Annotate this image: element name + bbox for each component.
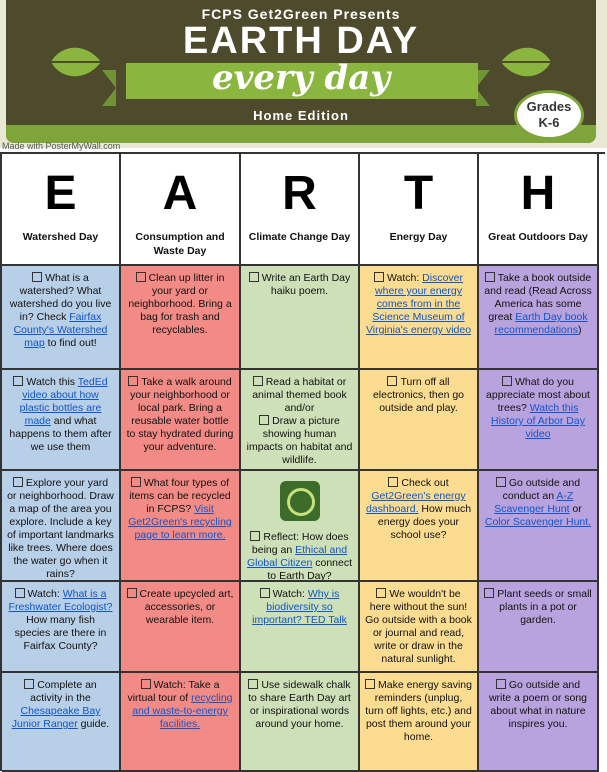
checkbox-icon[interactable] [136,272,146,282]
column-day-name: Great Outdoors Day [488,231,588,243]
activity-link[interactable]: Ethical and Global Citizen [246,544,348,569]
checkbox-icon[interactable] [15,588,25,598]
activity-link[interactable]: Discover where your energy comes from in the Science Museum of Virginia's energy video [365,272,472,336]
grades-label: Grades [526,99,572,114]
activity-text: Watch: [272,588,308,600]
activity-cell [241,673,360,772]
checkbox-icon[interactable] [388,477,398,487]
activity-link[interactable]: recycling and waste-to-energy facilities. [132,692,233,730]
checkbox-icon[interactable] [260,588,270,598]
activity-cell [121,673,241,772]
globe-icon [287,488,315,516]
poster-title: EARTH DAY [182,20,420,62]
activity-text: Create upcycled art, accessories, or wearable item. [139,588,234,626]
column-day-name: Watershed Day [22,231,99,243]
activity-link[interactable]: TedEd video about how plastic bottles are made [19,376,108,427]
column-day-name: Consumption and Waste Day [135,231,225,257]
activity-text: How many fish species are there in Fairfax County? [14,614,107,652]
poster-banner [0,0,607,151]
column-letter: T [403,167,434,220]
checkbox-icon[interactable] [249,272,259,282]
checkbox-icon[interactable] [13,477,23,487]
column-header [2,154,121,266]
activity-cell [2,582,121,673]
column-letter: R [282,167,317,220]
activity-text: What is a watershed? What watershed do you live in? Check [9,272,112,323]
checkbox-icon[interactable] [24,679,34,689]
activity-link[interactable]: Why is biodiversity so important? TED Talk [252,588,347,626]
activity-text: Draw a picture showing human impacts on habitat and wildlife. [246,415,353,466]
activity-cell [479,370,599,471]
activity-cell [360,471,479,582]
column-header [360,154,479,266]
column-header [479,154,599,266]
activity-text: Go outside and write a poem or song about what in nature inspires you. [488,679,588,730]
checkbox-icon[interactable] [141,679,151,689]
activity-cell [241,582,360,673]
activity-text: Watch: [27,588,63,600]
activity-cell [479,582,599,673]
activity-cell [2,266,121,370]
grades-badge [514,90,584,140]
activity-text: or [569,503,582,515]
activity-text: to find out! [44,337,97,349]
activity-link[interactable]: Watch this History of Arbor Day video [491,402,585,440]
checkbox-icon[interactable] [484,588,494,598]
checkbox-icon[interactable] [253,376,263,386]
activity-cell [2,370,121,471]
activity-cell [479,471,599,582]
global-citizen-icon [280,481,320,521]
credit-text: Made with PosterMyWall.com [2,141,121,151]
column-header [121,154,241,266]
checkbox-icon[interactable] [131,477,141,487]
activity-text: Go outside and conduct an [502,477,581,502]
activity-cell [121,370,241,471]
activity-text: Explore your yard or neighborhood. Draw a map of the area you explore. Include a key of important landmarks like trees. Where does the water go when it rains? [7,477,114,580]
activity-link[interactable]: Earth Day book recommendations [494,311,588,336]
column-day-name: Energy Day [389,231,448,243]
activity-link[interactable]: Chesapeake Bay Junior Ranger [11,705,101,730]
activity-cell [241,266,360,370]
activity-cell [360,673,479,772]
column-letter: E [44,167,77,220]
activity-text: How much energy does your school use? [377,503,472,541]
checkbox-icon[interactable] [502,376,512,386]
activity-text: Write an Earth Day haiku poem. [261,272,351,297]
activity-grid [0,152,605,771]
activity-cell [241,370,360,471]
activity-text: Clean up litter in your yard or neighborhood. Bring a bag for trash and recyclables. [128,272,232,336]
activity-cell [360,266,479,370]
activity-cell [241,471,360,582]
edition-text: Home Edition [253,108,349,123]
poster-subtitle: every day [211,58,391,98]
column-letter: H [520,167,556,220]
activity-text: Make energy saving reminders (unplug, turn off lights, etc.) and post them around your home. [365,679,472,743]
activity-text: guide. [77,718,110,730]
activity-cell [2,471,121,582]
checkbox-icon[interactable] [376,588,386,598]
checkbox-icon[interactable] [128,376,138,386]
activity-cell [360,582,479,673]
activity-text: Watch this [26,376,78,388]
activity-text: What four types of items can be recycled in FCPS? [129,477,231,515]
activity-text: Take a walk around your neighborhood or local park. Bring a reusable water bottle to stay hydrated during your adventure. [126,376,234,453]
activity-text: Plant seeds or small plants in a pot or garden. [497,588,592,626]
column-day-name: Climate Change Day [248,231,351,243]
activity-link[interactable]: A-Z Scavenger Hunt [494,490,574,515]
grades-range: K-6 [538,115,560,130]
activity-cell [360,370,479,471]
activity-link[interactable]: Fairfax County's Watershed map [13,311,108,349]
checkbox-icon[interactable] [496,477,506,487]
checkbox-icon[interactable] [387,376,397,386]
activity-cell [479,673,599,772]
activity-text: Watch: [386,272,423,284]
activity-link[interactable]: What is a Freshwater Ecologist? [8,588,113,613]
checkbox-icon[interactable] [13,376,23,386]
activity-text: Watch: Take a virtual tour of [127,679,220,704]
checkbox-icon[interactable] [365,679,375,689]
activity-cell [121,582,241,673]
activity-text: Reflect: How does being an [251,531,349,556]
activity-text: Turn off all electronics, then go outside and play. [372,376,465,414]
checkbox-icon[interactable] [248,679,258,689]
activity-text: Read a habitat or animal themed book and/or [252,376,347,414]
column-header [241,154,360,266]
activity-link[interactable]: Color Scavenger Hunt. [484,516,592,528]
activity-cell [121,266,241,370]
activity-text: Check out [401,477,449,489]
banner-background [6,0,596,143]
activity-link[interactable]: Get2Green's energy dashboard. [365,490,466,515]
activity-text: What do you appreciate most about trees? [486,376,590,414]
activity-text: and what happens to them after we use them [9,415,112,453]
activity-text: We wouldn't be here without the sun! Go outside with a book or journal and read, write or draw in the natural sunlight. [365,588,472,665]
activity-cell [121,471,241,582]
checkbox-icon[interactable] [259,415,269,425]
activity-link[interactable]: Visit Get2Green's recycling page to learn more. [128,503,232,541]
activity-text: ) [577,324,582,336]
column-letter: A [162,167,198,220]
activity-cell [479,266,599,370]
checkbox-icon[interactable] [32,272,42,282]
checkbox-icon[interactable] [127,588,137,598]
activity-text: connect to Earth Day? [267,557,353,582]
activity-text: Use sidewalk chalk to share Earth Day art or inspirational words around your home. [248,679,351,730]
presents-text: FCPS Get2Green Presents [201,6,401,22]
activity-text: Complete an activity in the [30,679,97,704]
checkbox-icon[interactable] [496,679,506,689]
checkbox-icon[interactable] [250,531,260,541]
activity-text: Take a book outside and read (Read Across America has some great [484,272,592,323]
checkbox-icon[interactable] [374,272,384,282]
checkbox-icon[interactable] [485,272,495,282]
activity-cell [2,673,121,772]
